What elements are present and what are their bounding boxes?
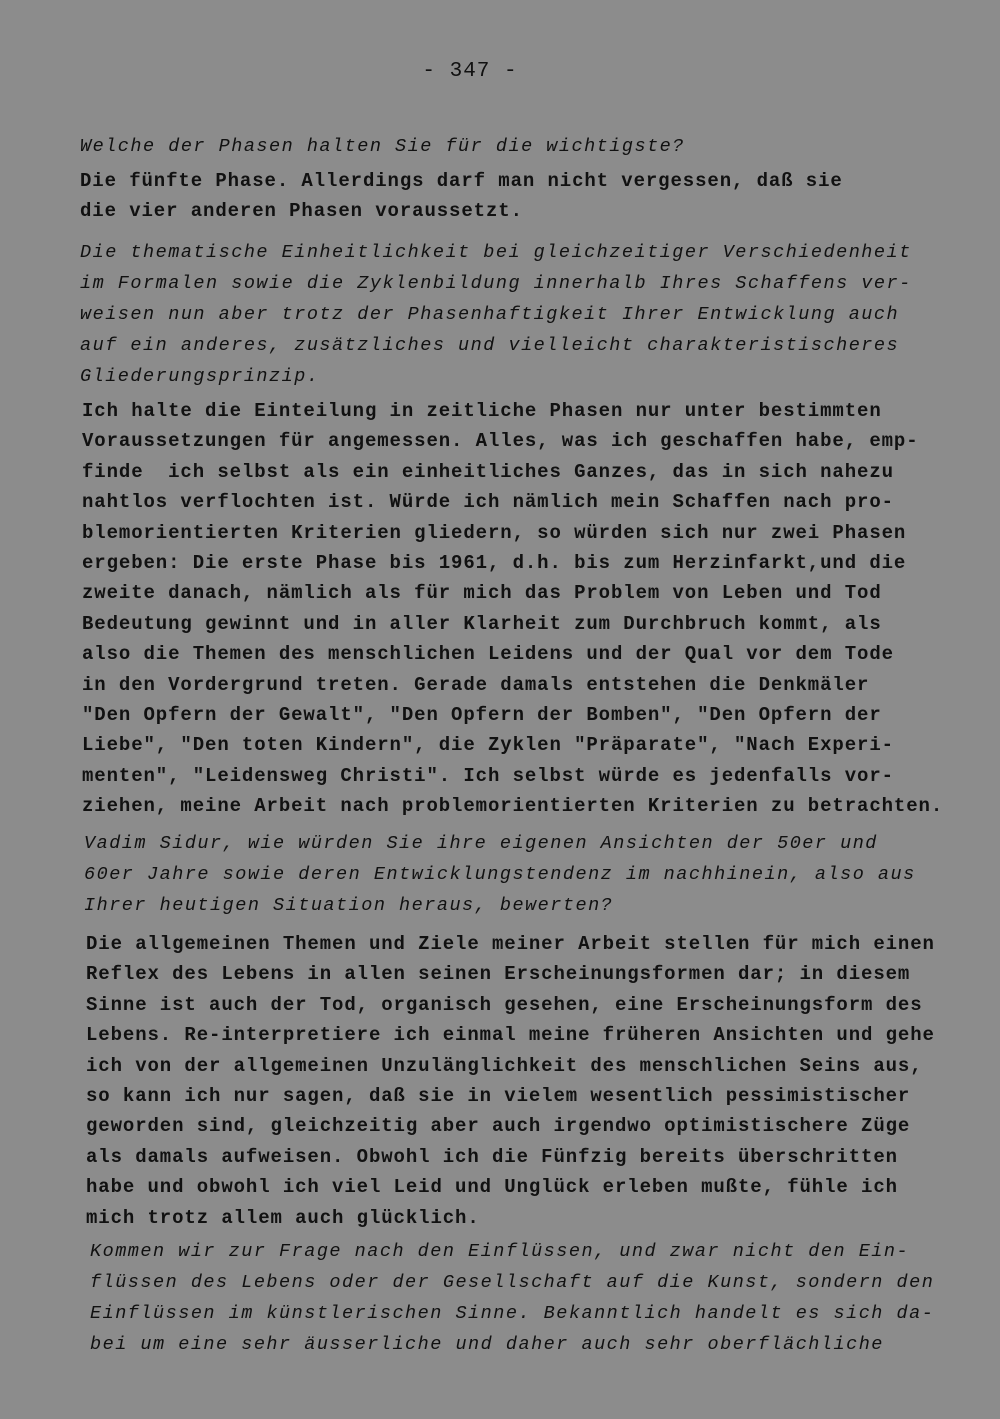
text-line: als damals aufweisen. Obwohl ich die Fünfzig bereits überschritten (86, 1145, 898, 1168)
text-line: Gliederungsprinzip. (80, 366, 320, 387)
text-line: Einflüssen im künstlerischen Sinne. Bekanntlich handelt es sich da- (90, 1303, 935, 1324)
text-line: geworden sind, gleichzeitig aber auch irgendwo optimistischere Züge (86, 1115, 911, 1138)
text-line: mich trotz allem auch glücklich. (86, 1206, 480, 1229)
interview-answer (80, 166, 930, 227)
interview-question (84, 828, 934, 921)
text-line: Reflex des Lebens in allen seinen Erscheinungsformen dar; in diesem (86, 963, 911, 986)
text-line: in den Vordergrund treten. Gerade damals entstehen die Denkmäler (82, 673, 870, 696)
text-line: bei um eine sehr äusserliche und daher auch sehr oberflächliche (90, 1334, 884, 1355)
text-line: ich von der allgemeinen Unzulänglichkeit des menschlichen Seins aus, (86, 1054, 923, 1077)
interview-question (80, 131, 930, 162)
text-line: 60er Jahre sowie deren Entwicklungstendenz im nachhinein, also aus (84, 864, 916, 885)
interview-answer (82, 396, 944, 822)
text-line: Vadim Sidur, wie würden Sie ihre eigenen Ansichten der 50er und (84, 833, 878, 854)
text-line: im Formalen sowie die Zyklenbildung innerhalb Ihres Schaffens ver- (80, 273, 912, 294)
text-line: "Den Opfern der Gewalt", "Den Opfern der Bomben", "Den Opfern der (82, 704, 882, 727)
text-line: Ich halte die Einteilung in zeitliche Phasen nur unter bestimmten (82, 400, 882, 422)
text-line: so kann ich nur sagen, daß sie in vielem wesentlich pessimistischer (86, 1085, 911, 1108)
interview-question (90, 1236, 940, 1360)
text-line: finde ich selbst als ein einheitliches Ganzes, das in sich nahezu (82, 460, 894, 483)
text-line: blemorientierten Kriterien gliedern, so würden sich nur zwei Phasen (82, 521, 907, 544)
text-line: Liebe", "Den toten Kindern", die Zyklen "Präparate", "Nach Experi- (82, 734, 894, 757)
interview-answer (86, 929, 936, 1233)
text-line: die vier anderen Phasen voraussetzt. (80, 200, 523, 223)
text-line: Voraussetzungen für angemessen. Alles, was ich geschaffen habe, emp- (82, 430, 919, 453)
text-line: Ihrer heutigen Situation heraus, bewerten? (84, 895, 614, 916)
text-line: ergeben: Die erste Phase bis 1961, d.h. bis zum Herzinfarkt,und die (82, 552, 907, 575)
text-line: ziehen, meine Arbeit nach problemorientierten Kriterien zu betrachten. (82, 795, 944, 818)
text-line: Die thematische Einheitlichkeit bei gleichzeitiger Verschiedenheit (80, 242, 912, 263)
text-line: Lebens. Re-interpretiere ich einmal meine früheren Ansichten und gehe (86, 1024, 935, 1047)
text-line: habe und obwohl ich viel Leid und Unglück erleben mußte, fühle ich (86, 1176, 898, 1199)
text-line: menten", "Leidensweg Christi". Ich selbst würde es jedenfalls vor- (82, 764, 894, 787)
text-line: flüssen des Lebens oder der Gesellschaft auf die Kunst, sondern den (90, 1272, 935, 1293)
text-line: zweite danach, nämlich als für mich das Problem von Leben und Tod (82, 582, 882, 605)
interview-question (80, 237, 930, 392)
text-line: Welche der Phasen halten Sie für die wichtigste? (80, 136, 685, 157)
text-line: Die allgemeinen Themen und Ziele meiner Arbeit stellen für mich einen (86, 933, 935, 955)
text-line: auf ein anderes, zusätzliches und vielleicht charakteristischeres (80, 335, 900, 356)
text-line: Kommen wir zur Frage nach den Einflüssen, und zwar nicht den Ein- (90, 1241, 910, 1262)
text-line: Bedeutung gewinnt und in aller Klarheit zum Durchbruch kommt, als (82, 612, 882, 635)
text-line: weisen nun aber trotz der Phasenhaftigkeit Ihrer Entwicklung auch (80, 304, 900, 325)
text-line: Die fünfte Phase. Allerdings darf man nicht vergessen, daß sie (80, 170, 843, 192)
text-line: nahtlos verflochten ist. Würde ich nämlich mein Schaffen nach pro- (82, 491, 894, 514)
text-line: Sinne ist auch der Tod, organisch gesehen, eine Erscheinungsform des (86, 993, 923, 1016)
page-number: - 347 - (422, 60, 518, 83)
text-line: also die Themen des menschlichen Leidens und der Qual vor dem Tode (82, 643, 894, 666)
